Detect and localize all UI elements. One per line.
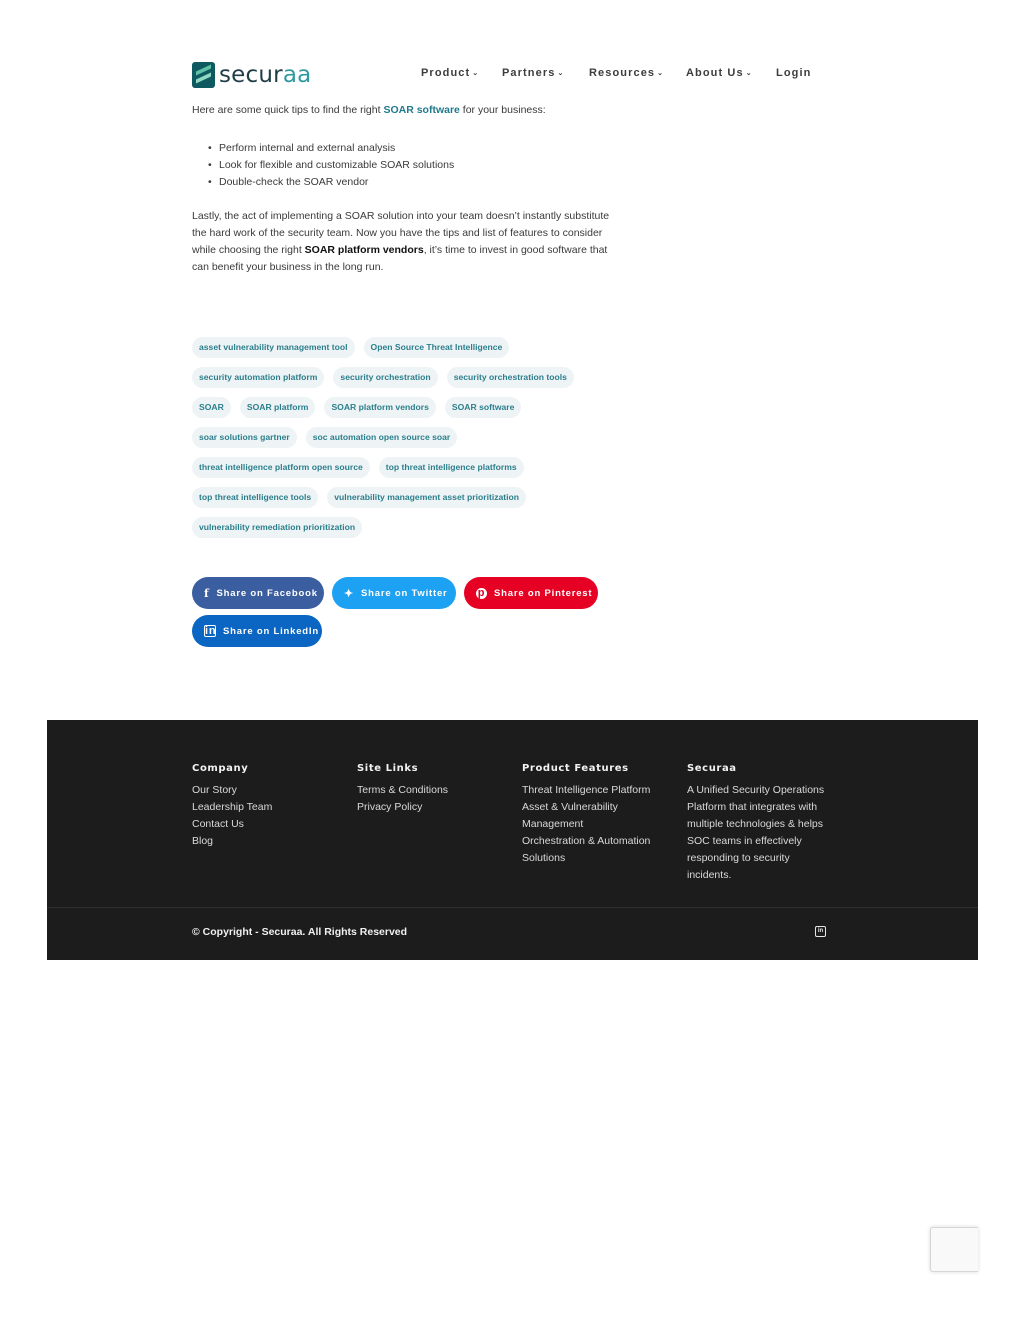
nav-about-us[interactable] bbox=[686, 67, 753, 79]
footer-heading: Site Links bbox=[357, 763, 419, 774]
share-twitter-button[interactable] bbox=[332, 577, 456, 609]
footer-divider bbox=[47, 907, 978, 908]
tag-link[interactable]: SOAR bbox=[192, 397, 231, 418]
footer-link-contact-us[interactable]: Contact Us bbox=[192, 818, 244, 830]
chevron-down-icon: ⌄ bbox=[657, 70, 665, 77]
nav-partners-label: Partners bbox=[502, 67, 556, 79]
tag-link[interactable]: vulnerability management asset prioritization bbox=[327, 487, 526, 508]
share-facebook-button[interactable] bbox=[192, 577, 324, 609]
nav-partners[interactable] bbox=[502, 67, 564, 79]
footer-link-terms[interactable]: Terms & Conditions bbox=[357, 784, 449, 796]
footer-heading: Securaa bbox=[687, 763, 737, 774]
twitter-icon: ✦ bbox=[344, 587, 355, 600]
share-pinterest-button[interactable] bbox=[464, 577, 598, 609]
list-item: • Double-check the SOAR vendor bbox=[208, 174, 454, 191]
share-linkedin-button[interactable] bbox=[192, 615, 322, 647]
tag-link[interactable]: top threat intelligence tools bbox=[192, 487, 318, 508]
tips-list bbox=[208, 140, 454, 191]
tag-link[interactable]: asset vulnerability management tool bbox=[192, 337, 355, 358]
securaa-logo-icon bbox=[192, 62, 215, 88]
article-body bbox=[192, 102, 622, 273]
logo-wordmark: securaa bbox=[219, 62, 312, 88]
nav-product-label: Product bbox=[421, 67, 471, 79]
tag-link[interactable]: soar solutions gartner bbox=[192, 427, 297, 448]
nav-login-label: Login bbox=[776, 67, 812, 79]
footer-heading: Company bbox=[192, 763, 249, 774]
list-item: • Look for flexible and customizable SOAR solutions bbox=[208, 157, 454, 174]
facebook-icon: f bbox=[204, 586, 210, 600]
footer-link-asset-vulnerability[interactable]: Asset & Vulnerability Management bbox=[522, 801, 618, 830]
linkedin-icon: in bbox=[205, 625, 217, 637]
footer-link-blog[interactable]: Blog bbox=[192, 835, 214, 847]
tag-link[interactable]: SOAR platform bbox=[240, 397, 316, 418]
pinterest-icon: p bbox=[477, 586, 486, 599]
nav-login[interactable] bbox=[776, 67, 811, 79]
footer-heading: Product Features bbox=[522, 763, 629, 774]
tag-link[interactable]: SOAR platform vendors bbox=[324, 397, 435, 418]
footer-securaa-column bbox=[687, 763, 835, 884]
tag-cloud bbox=[192, 337, 632, 547]
footer-link-privacy[interactable]: Privacy Policy bbox=[357, 801, 423, 813]
footer-link-our-story[interactable]: Our Story bbox=[192, 784, 237, 796]
footer-description: A Unified Security Operations Platform that integrates with multiple technologies & helps SOC teams in effectively responding to security incidents. bbox=[687, 784, 825, 881]
footer-site-links-column bbox=[357, 763, 507, 816]
tag-link[interactable]: threat intelligence platform open source bbox=[192, 457, 370, 478]
tag-link[interactable]: security orchestration tools bbox=[447, 367, 574, 388]
linkedin-icon[interactable]: in bbox=[815, 926, 826, 937]
share-pinterest-label: Share on Pinterest bbox=[494, 587, 593, 599]
tag-link[interactable]: security orchestration bbox=[333, 367, 437, 388]
footer-link-threat-intelligence[interactable]: Threat Intelligence Platform bbox=[522, 784, 651, 796]
tag-link[interactable]: SOAR software bbox=[445, 397, 522, 418]
nav-product[interactable] bbox=[421, 67, 479, 79]
soar-software-link[interactable]: SOAR software bbox=[383, 104, 460, 116]
footer-company-column bbox=[192, 763, 342, 850]
closing-paragraph: Lastly, the act of implementing a SOAR solution into your team doesn’t instantly substitute the hard work of the security team. Now you have the tips and list of features to consider while choosing the right SOAR platform vendors, it’s time to invest in good software that can benefit your business in the long run. bbox=[192, 210, 610, 273]
nav-about-label: About Us bbox=[686, 67, 744, 79]
tag-link[interactable]: vulnerability remediation prioritization bbox=[192, 517, 362, 538]
list-item: • Perform internal and external analysis bbox=[208, 140, 454, 157]
tag-link[interactable]: security automation platform bbox=[192, 367, 324, 388]
chevron-down-icon: ⌄ bbox=[472, 70, 480, 77]
nav-resources-label: Resources bbox=[589, 67, 656, 79]
nav-resources[interactable] bbox=[589, 67, 664, 79]
site-footer bbox=[47, 720, 978, 960]
site-header bbox=[192, 60, 832, 90]
copyright-text: © Copyright - Securaa. All Rights Reserved bbox=[192, 926, 408, 938]
tag-link[interactable]: top threat intelligence platforms bbox=[379, 457, 524, 478]
recaptcha-badge[interactable] bbox=[930, 1227, 978, 1272]
footer-product-features-column bbox=[522, 763, 672, 867]
intro-paragraph: Here are some quick tips to find the right SOAR software for your business: bbox=[192, 104, 546, 116]
tag-link[interactable]: Open Source Threat Intelligence bbox=[364, 337, 510, 358]
footer-link-leadership-team[interactable]: Leadership Team bbox=[192, 801, 273, 813]
chevron-down-icon: ⌄ bbox=[745, 70, 753, 77]
chevron-down-icon: ⌄ bbox=[557, 70, 565, 77]
share-facebook-label: Share on Facebook bbox=[216, 587, 318, 599]
footer-link-orchestration[interactable]: Orchestration & Automation Solutions bbox=[522, 835, 651, 864]
securaa-logo[interactable] bbox=[192, 62, 311, 88]
share-twitter-label: Share on Twitter bbox=[361, 587, 448, 599]
tag-link[interactable]: soc automation open source soar bbox=[306, 427, 458, 448]
share-linkedin-label: Share on LinkedIn bbox=[223, 625, 319, 637]
